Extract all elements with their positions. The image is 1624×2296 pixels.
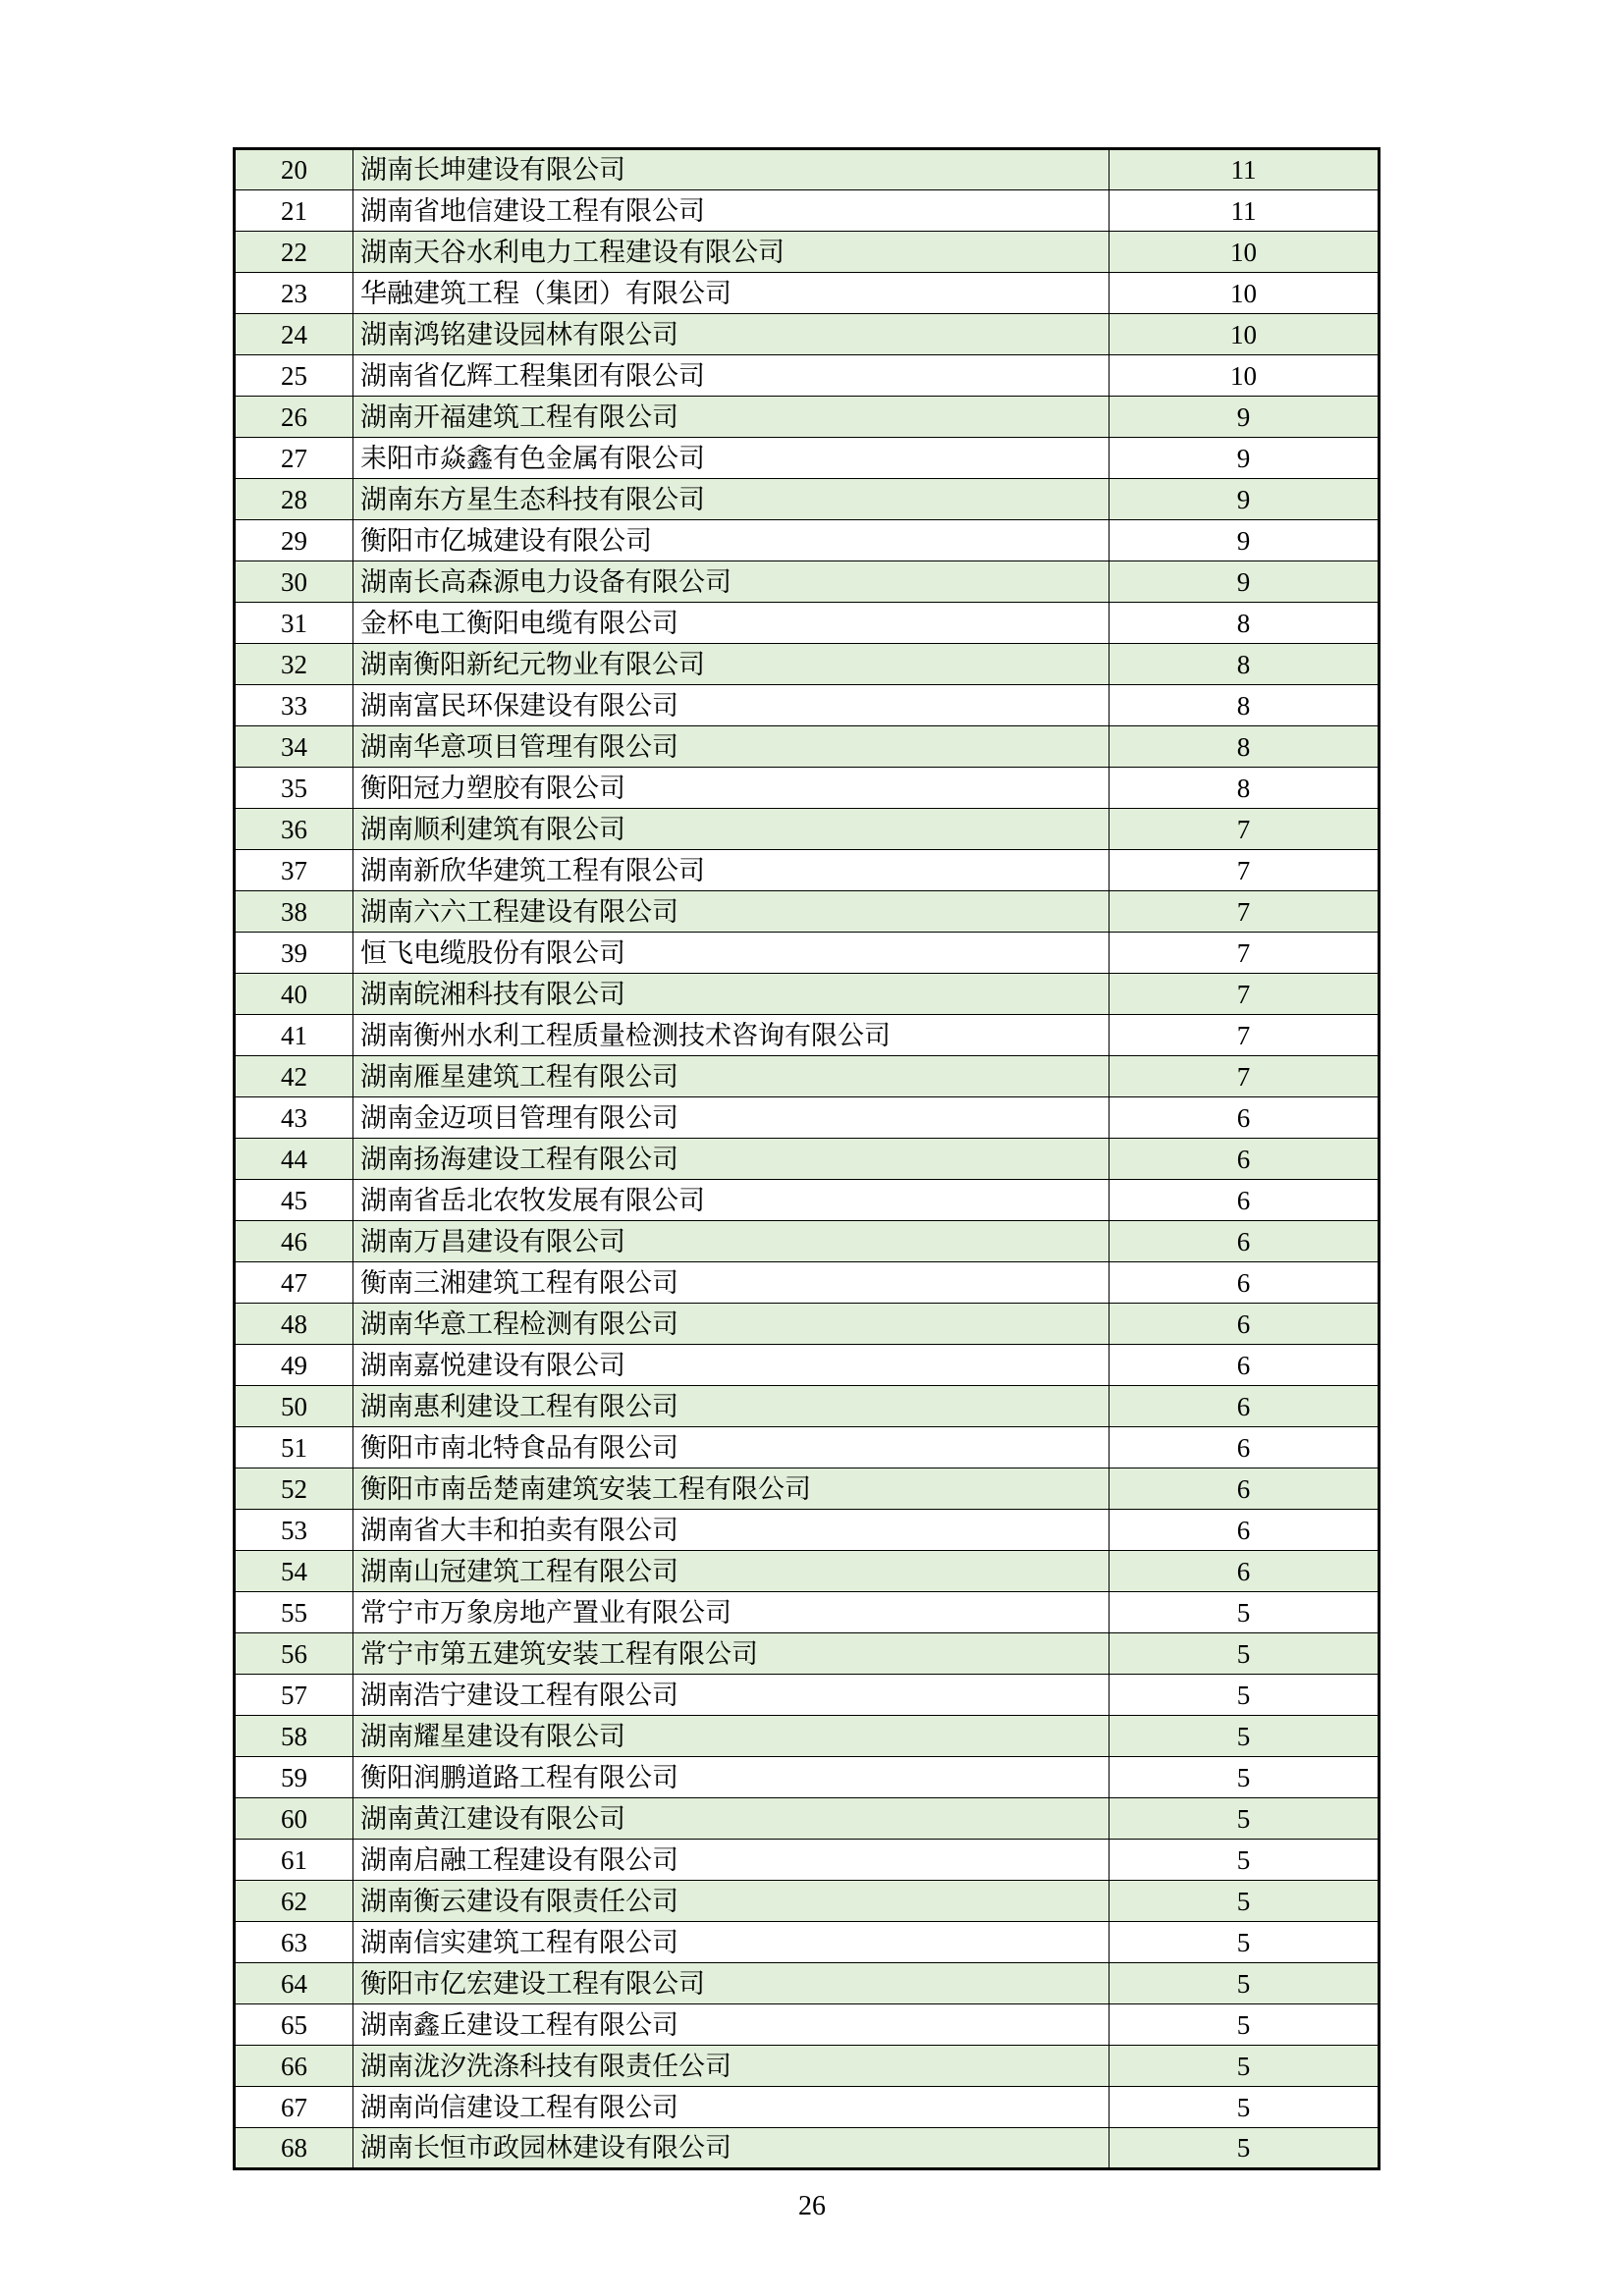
row-number-cell: 51 [235,1427,353,1468]
count-cell: 5 [1110,1757,1380,1798]
row-number-cell: 36 [235,809,353,850]
table-row [235,2046,1380,2087]
count-cell: 5 [1110,1716,1380,1757]
row-number-cell: 29 [235,520,353,561]
count-cell: 6 [1110,1551,1380,1592]
row-number-cell: 67 [235,2087,353,2128]
count-cell: 7 [1110,1056,1380,1097]
company-name-cell: 湖南新欣华建筑工程有限公司 [353,850,1110,891]
row-number-cell: 56 [235,1633,353,1675]
table-row [235,1633,1380,1675]
table-row [235,1881,1380,1922]
table-row [235,1963,1380,2004]
row-number-cell: 59 [235,1757,353,1798]
row-number-cell: 57 [235,1675,353,1716]
table-row [235,438,1380,479]
table-row [235,2128,1380,2169]
count-cell: 10 [1110,273,1380,314]
count-cell: 7 [1110,891,1380,933]
row-number-cell: 61 [235,1840,353,1881]
table-row [235,850,1380,891]
count-cell: 5 [1110,2046,1380,2087]
row-number-cell: 50 [235,1386,353,1427]
count-cell: 6 [1110,1139,1380,1180]
row-number-cell: 42 [235,1056,353,1097]
company-name-cell: 湖南省岳北农牧发展有限公司 [353,1180,1110,1221]
table-row [235,2004,1380,2046]
table-row [235,232,1380,273]
count-cell: 5 [1110,1592,1380,1633]
table-row [235,1262,1380,1304]
table-row [235,1056,1380,1097]
table-row [235,1139,1380,1180]
row-number-cell: 48 [235,1304,353,1345]
count-cell: 6 [1110,1345,1380,1386]
row-number-cell: 46 [235,1221,353,1262]
count-cell: 8 [1110,685,1380,726]
table-row [235,190,1380,232]
row-number-cell: 34 [235,726,353,768]
table-row [235,1304,1380,1345]
company-name-cell: 湖南鸿铭建设园林有限公司 [353,314,1110,355]
table-row [235,974,1380,1015]
company-name-cell: 湖南耀星建设有限公司 [353,1716,1110,1757]
count-cell: 10 [1110,314,1380,355]
table-row [235,1468,1380,1510]
company-name-cell: 湖南启融工程建设有限公司 [353,1840,1110,1881]
table-row [235,809,1380,850]
row-number-cell: 25 [235,355,353,397]
table-row [235,1345,1380,1386]
company-name-cell: 湖南万昌建设有限公司 [353,1221,1110,1262]
count-cell: 7 [1110,974,1380,1015]
table-row [235,1221,1380,1262]
company-name-cell: 湖南衡州水利工程质量检测技术咨询有限公司 [353,1015,1110,1056]
company-name-cell: 湖南华意工程检测有限公司 [353,1304,1110,1345]
count-cell: 10 [1110,232,1380,273]
company-name-cell: 湖南开福建筑工程有限公司 [353,397,1110,438]
table-row [235,314,1380,355]
count-cell: 5 [1110,1881,1380,1922]
company-name-cell: 湖南省亿辉工程集团有限公司 [353,355,1110,397]
row-number-cell: 52 [235,1468,353,1510]
count-cell: 6 [1110,1180,1380,1221]
count-cell: 5 [1110,2004,1380,2046]
table-row [235,273,1380,314]
row-number-cell: 60 [235,1798,353,1840]
table-row [235,1551,1380,1592]
company-name-cell: 恒飞电缆股份有限公司 [353,933,1110,974]
row-number-cell: 31 [235,603,353,644]
table-row [235,1798,1380,1840]
count-cell: 5 [1110,2087,1380,2128]
row-number-cell: 35 [235,768,353,809]
company-name-cell: 湖南浩宁建设工程有限公司 [353,1675,1110,1716]
table-row [235,1716,1380,1757]
table-row [235,933,1380,974]
count-cell: 5 [1110,1633,1380,1675]
company-name-cell: 湖南皖湘科技有限公司 [353,974,1110,1015]
company-name-cell: 湖南信实建筑工程有限公司 [353,1922,1110,1963]
table-row [235,1757,1380,1798]
company-name-cell: 湖南惠利建设工程有限公司 [353,1386,1110,1427]
count-cell: 5 [1110,1840,1380,1881]
row-number-cell: 58 [235,1716,353,1757]
row-number-cell: 40 [235,974,353,1015]
table-row [235,1386,1380,1427]
company-name-cell: 湖南顺利建筑有限公司 [353,809,1110,850]
row-number-cell: 68 [235,2128,353,2169]
table-row [235,2087,1380,2128]
table-row [235,520,1380,561]
company-name-cell: 湖南长高森源电力设备有限公司 [353,561,1110,603]
row-number-cell: 27 [235,438,353,479]
company-ranking-table [233,147,1380,2170]
count-cell: 9 [1110,479,1380,520]
company-name-cell: 湖南长恒市政园林建设有限公司 [353,2128,1110,2169]
count-cell: 6 [1110,1262,1380,1304]
company-name-cell: 湖南东方星生态科技有限公司 [353,479,1110,520]
count-cell: 8 [1110,644,1380,685]
company-name-cell: 湖南长坤建设有限公司 [353,149,1110,190]
row-number-cell: 65 [235,2004,353,2046]
company-name-cell: 衡阳润鹏道路工程有限公司 [353,1757,1110,1798]
count-cell: 11 [1110,149,1380,190]
company-name-cell: 华融建筑工程（集团）有限公司 [353,273,1110,314]
row-number-cell: 37 [235,850,353,891]
row-number-cell: 32 [235,644,353,685]
company-name-cell: 湖南鑫丘建设工程有限公司 [353,2004,1110,2046]
company-name-cell: 湖南省地信建设工程有限公司 [353,190,1110,232]
company-name-cell: 湖南尚信建设工程有限公司 [353,2087,1110,2128]
company-name-cell: 常宁市万象房地产置业有限公司 [353,1592,1110,1633]
count-cell: 6 [1110,1468,1380,1510]
table-row [235,479,1380,520]
page-number: 26 [798,2191,826,2221]
row-number-cell: 28 [235,479,353,520]
row-number-cell: 66 [235,2046,353,2087]
table-row [235,1922,1380,1963]
count-cell: 6 [1110,1221,1380,1262]
row-number-cell: 43 [235,1097,353,1139]
row-number-cell: 30 [235,561,353,603]
row-number-cell: 39 [235,933,353,974]
count-cell: 5 [1110,1963,1380,2004]
row-number-cell: 62 [235,1881,353,1922]
company-name-cell: 湖南华意项目管理有限公司 [353,726,1110,768]
table-row [235,1015,1380,1056]
table-row [235,644,1380,685]
table-row [235,1097,1380,1139]
count-cell: 8 [1110,768,1380,809]
table-row [235,726,1380,768]
table-row [235,1675,1380,1716]
company-name-cell: 湖南雁星建筑工程有限公司 [353,1056,1110,1097]
count-cell: 11 [1110,190,1380,232]
table-row [235,1840,1380,1881]
company-name-cell: 湖南富民环保建设有限公司 [353,685,1110,726]
table-body [235,149,1380,2169]
row-number-cell: 23 [235,273,353,314]
count-cell: 8 [1110,726,1380,768]
row-number-cell: 21 [235,190,353,232]
table-row [235,1592,1380,1633]
count-cell: 6 [1110,1304,1380,1345]
count-cell: 6 [1110,1427,1380,1468]
row-number-cell: 64 [235,1963,353,2004]
table-row [235,1427,1380,1468]
company-name-cell: 衡阳市亿宏建设工程有限公司 [353,1963,1110,2004]
row-number-cell: 26 [235,397,353,438]
count-cell: 6 [1110,1510,1380,1551]
table-row [235,1180,1380,1221]
company-name-cell: 湖南山冠建筑工程有限公司 [353,1551,1110,1592]
company-name-cell: 湖南六六工程建设有限公司 [353,891,1110,933]
company-name-cell: 湖南黄江建设有限公司 [353,1798,1110,1840]
count-cell: 10 [1110,355,1380,397]
company-name-cell: 湖南省大丰和拍卖有限公司 [353,1510,1110,1551]
row-number-cell: 55 [235,1592,353,1633]
row-number-cell: 22 [235,232,353,273]
company-name-cell: 衡南三湘建筑工程有限公司 [353,1262,1110,1304]
company-name-cell: 衡阳市亿城建设有限公司 [353,520,1110,561]
company-name-cell: 湖南泷汐洗涤科技有限责任公司 [353,2046,1110,2087]
count-cell: 8 [1110,603,1380,644]
table-row [235,891,1380,933]
count-cell: 7 [1110,850,1380,891]
company-name-cell: 衡阳市南北特食品有限公司 [353,1427,1110,1468]
table-row [235,1510,1380,1551]
count-cell: 6 [1110,1386,1380,1427]
company-name-cell: 湖南扬海建设工程有限公司 [353,1139,1110,1180]
count-cell: 5 [1110,1675,1380,1716]
table-row [235,397,1380,438]
row-number-cell: 41 [235,1015,353,1056]
table-row [235,561,1380,603]
company-name-cell: 湖南衡云建设有限责任公司 [353,1881,1110,1922]
table-row [235,768,1380,809]
table-row [235,149,1380,190]
company-name-cell: 常宁市第五建筑安装工程有限公司 [353,1633,1110,1675]
count-cell: 7 [1110,809,1380,850]
row-number-cell: 53 [235,1510,353,1551]
row-number-cell: 63 [235,1922,353,1963]
company-name-cell: 湖南天谷水利电力工程建设有限公司 [353,232,1110,273]
row-number-cell: 47 [235,1262,353,1304]
company-name-cell: 衡阳冠力塑胶有限公司 [353,768,1110,809]
company-name-cell: 金杯电工衡阳电缆有限公司 [353,603,1110,644]
table-row [235,355,1380,397]
row-number-cell: 44 [235,1139,353,1180]
count-cell: 7 [1110,1015,1380,1056]
row-number-cell: 33 [235,685,353,726]
company-name-cell: 湖南金迈项目管理有限公司 [353,1097,1110,1139]
row-number-cell: 24 [235,314,353,355]
row-number-cell: 49 [235,1345,353,1386]
count-cell: 6 [1110,1097,1380,1139]
company-name-cell: 湖南嘉悦建设有限公司 [353,1345,1110,1386]
count-cell: 5 [1110,2128,1380,2169]
row-number-cell: 54 [235,1551,353,1592]
row-number-cell: 20 [235,149,353,190]
count-cell: 5 [1110,1798,1380,1840]
count-cell: 7 [1110,933,1380,974]
company-name-cell: 耒阳市焱鑫有色金属有限公司 [353,438,1110,479]
count-cell: 9 [1110,397,1380,438]
count-cell: 9 [1110,438,1380,479]
count-cell: 5 [1110,1922,1380,1963]
row-number-cell: 38 [235,891,353,933]
table-row [235,685,1380,726]
row-number-cell: 45 [235,1180,353,1221]
table-row [235,603,1380,644]
count-cell: 9 [1110,561,1380,603]
count-cell: 9 [1110,520,1380,561]
company-name-cell: 湖南衡阳新纪元物业有限公司 [353,644,1110,685]
company-name-cell: 衡阳市南岳楚南建筑安装工程有限公司 [353,1468,1110,1510]
